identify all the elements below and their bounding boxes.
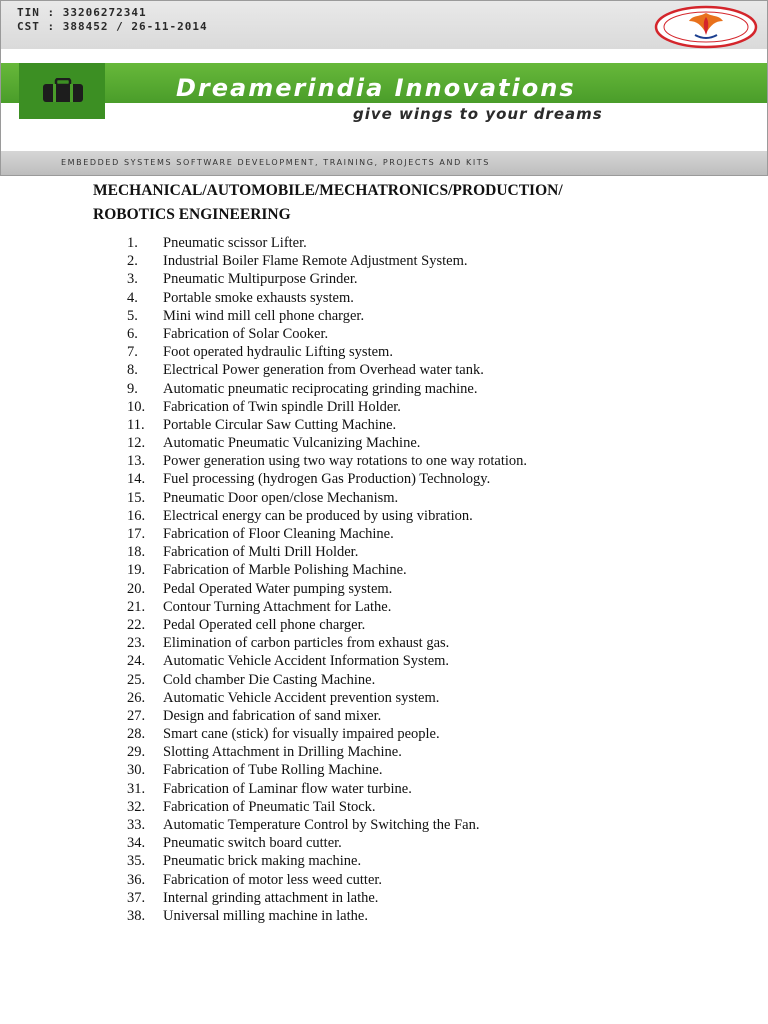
list-item-number: 31.: [127, 780, 146, 797]
brand-name: Dreamerindia Innovations: [176, 74, 576, 102]
list-item-number: 12.: [127, 435, 146, 452]
list-item-text: Automatic pneumatic reciprocating grinding machine.: [163, 380, 478, 397]
list-item-text: Fabrication of Pneumatic Tail Stock.: [163, 798, 376, 815]
list-item-number: 14.: [127, 471, 146, 488]
list-item-text: Fuel processing (hydrogen Gas Production) Technology.: [163, 471, 491, 488]
briefcase-icon: [41, 78, 85, 104]
list-item-text: Pneumatic Multipurpose Grinder.: [163, 271, 358, 288]
list-item-number: 20.: [127, 580, 146, 597]
list-item-number: 25.: [127, 671, 146, 688]
list-item-text: Mini wind mill cell phone charger.: [163, 307, 365, 324]
brand-tagline: give wings to your dreams: [353, 105, 603, 123]
list-item-number: 30.: [127, 762, 146, 779]
list-item-text: Automatic Vehicle Accident Information System.: [163, 653, 450, 670]
list-item-text: Slotting Attachment in Drilling Machine.: [163, 744, 402, 761]
list-item-number: 17.: [127, 526, 146, 542]
list-item-text: Automatic Vehicle Accident prevention system.: [163, 689, 440, 706]
list-item-text: Universal milling machine in lathe.: [163, 907, 368, 924]
list-item-text: Electrical energy can be produced by using vibration.: [163, 507, 473, 524]
list-item-text: Pneumatic scissor Lifter.: [163, 235, 307, 251]
cst-number: CST : 388452 / 26-11-2014: [17, 20, 208, 33]
list-item-text: Fabrication of Laminar flow water turbine.: [163, 780, 412, 797]
list-item-text: Portable smoke exhausts system.: [163, 289, 354, 306]
list-item-number: 34.: [127, 835, 146, 852]
list-item-number: 1.: [127, 235, 138, 251]
section-heading: [93, 179, 733, 227]
list-item-number: 26.: [127, 689, 146, 706]
list-item-number: 15.: [127, 489, 146, 506]
list-item-number: 28.: [127, 726, 146, 743]
list-item-text: Power generation using two way rotations to one way rotation.: [163, 453, 528, 470]
list-item-number: 9.: [127, 380, 138, 397]
list-item-text: Automatic Temperature Control by Switching the Fan.: [163, 817, 480, 833]
list-item-number: 3.: [127, 271, 138, 288]
heading-line-1: MECHANICAL/AUTOMOBILE/MECHATRONICS/PRODUCTION/: [93, 182, 563, 199]
list-item-number: 7.: [127, 344, 138, 361]
list-item-number: 24.: [127, 653, 146, 670]
tin-number: TIN : 33206272341: [17, 6, 147, 19]
list-item-text: Automatic Pneumatic Vulcanizing Machine.: [163, 435, 421, 452]
list-item-number: 21.: [127, 598, 146, 615]
phoenix-logo-icon: [651, 3, 761, 54]
list-item-text: Fabrication of motor less weed cutter.: [163, 871, 383, 888]
list-item-text: Pneumatic Door open/close Mechanism.: [163, 489, 399, 506]
list-item-text: Elimination of carbon particles from exhaust gas.: [163, 635, 450, 652]
list-item-number: 33.: [127, 817, 146, 833]
list-item-number: 4.: [127, 289, 138, 306]
list-item-number: 29.: [127, 744, 146, 761]
services-text: EMBEDDED SYSTEMS SOFTWARE DEVELOPMENT, TRAINING, PROJECTS AND KITS: [61, 158, 490, 167]
list-item-text: Fabrication of Floor Cleaning Machine.: [163, 526, 394, 542]
list-item-text: Fabrication of Marble Polishing Machine.: [163, 562, 407, 579]
list-item-text: Portable Circular Saw Cutting Machine.: [163, 416, 397, 433]
list-item-number: 11.: [127, 416, 145, 433]
list-item-text: Pedal Operated Water pumping system.: [163, 580, 393, 597]
list-item-text: Industrial Boiler Flame Remote Adjustment System.: [163, 253, 468, 270]
list-item-number: 10.: [127, 398, 146, 415]
briefcase-icon-box: [19, 63, 105, 119]
list-item-number: 16.: [127, 507, 146, 524]
list-item-number: 23.: [127, 635, 146, 652]
list-item-number: 2.: [127, 253, 138, 270]
list-item-number: 32.: [127, 798, 146, 815]
list-item-number: 19.: [127, 562, 146, 579]
list-item-text: Foot operated hydraulic Lifting system.: [163, 344, 393, 361]
list-item-text: Fabrication of Multi Drill Holder.: [163, 544, 359, 561]
list-item-text: Electrical Power generation from Overhead water tank.: [163, 362, 484, 379]
list-item-number: 22.: [127, 616, 146, 633]
list-item-number: 13.: [127, 453, 146, 470]
list-item-text: Cold chamber Die Casting Machine.: [163, 671, 376, 688]
list-item-text: Internal grinding attachment in lathe.: [163, 889, 379, 906]
list-item-text: Pneumatic switch board cutter.: [163, 835, 342, 852]
list-item-text: Fabrication of Tube Rolling Machine.: [163, 762, 383, 779]
list-item-number: 6.: [127, 325, 138, 342]
list-item-number: 18.: [127, 544, 146, 561]
list-item-text: Pneumatic brick making machine.: [163, 853, 362, 870]
list-item-number: 35.: [127, 853, 146, 870]
list-item-text: Fabrication of Solar Cooker.: [163, 325, 329, 342]
list-item-text: Fabrication of Twin spindle Drill Holder.: [163, 398, 401, 415]
list-item-number: 8.: [127, 362, 138, 379]
list-item-number: 36.: [127, 871, 146, 888]
list-item-number: 38.: [127, 907, 146, 924]
list-item-text: Design and fabrication of sand mixer.: [163, 707, 382, 724]
list-item-number: 27.: [127, 707, 146, 724]
list-item-number: 5.: [127, 307, 138, 324]
heading-line-2: ROBOTICS ENGINEERING: [93, 206, 291, 223]
list-item-text: Contour Turning Attachment for Lathe.: [163, 598, 392, 615]
list-item-number: 37.: [127, 889, 146, 906]
header-banner: [0, 0, 768, 176]
list-item-text: Pedal Operated cell phone charger.: [163, 616, 366, 633]
list-item-text: Smart cane (stick) for visually impaired people.: [163, 726, 440, 743]
